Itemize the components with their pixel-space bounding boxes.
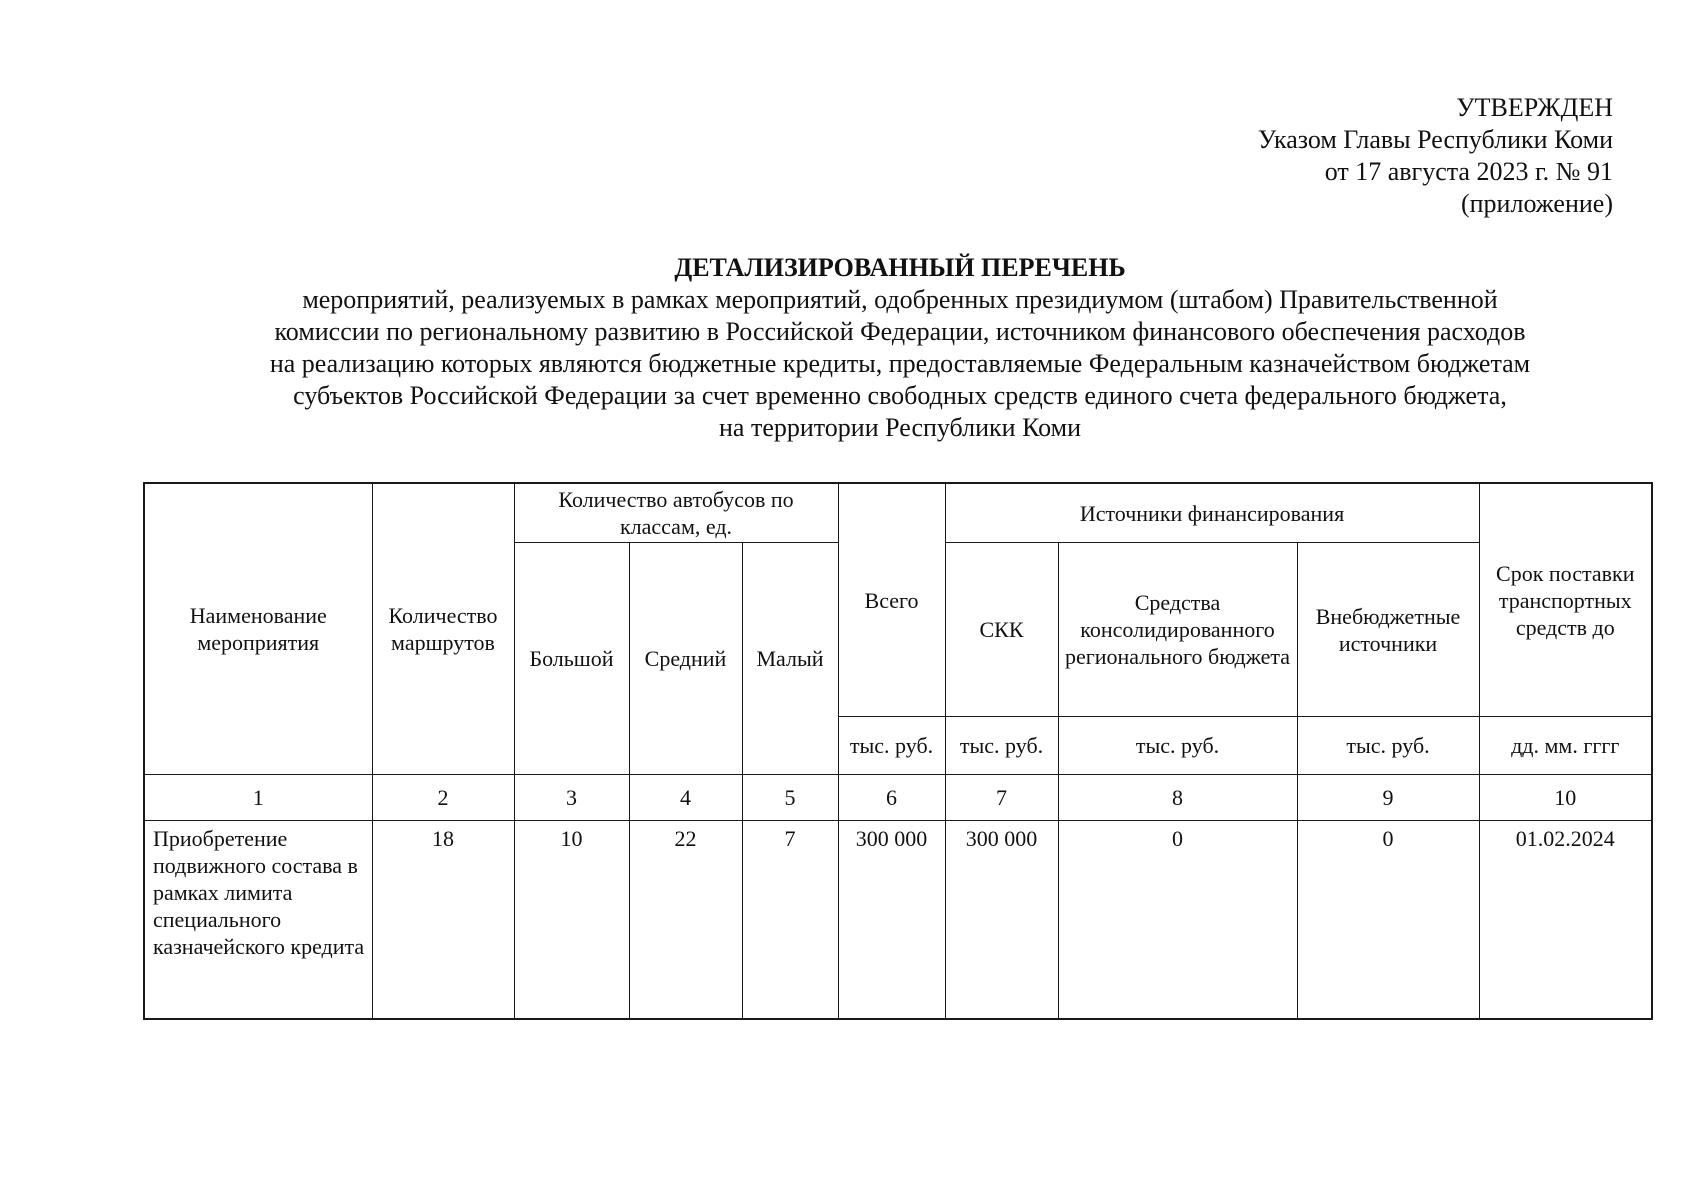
column-number: 5 [742, 775, 838, 821]
unit-total: тыс. руб. [838, 717, 945, 775]
header-medium: Средний [629, 543, 742, 775]
column-number: 4 [629, 775, 742, 821]
column-number: 9 [1297, 775, 1479, 821]
table-row [144, 821, 1652, 1019]
column-number: 7 [945, 775, 1058, 821]
unit-extrabudget: тыс. руб. [1297, 717, 1479, 775]
measures-table [143, 482, 1653, 1020]
document-subtitle-line-3: на реализацию которых являются бюджетные кредиты, предоставляемые Федеральным казначейством бюджетам [269, 349, 1531, 378]
header-buses-group: Количество автобусов по классам, ед. [514, 483, 838, 543]
header-extrabudget: Внебюджетные источники [1297, 543, 1479, 717]
header-large: Большой [514, 543, 629, 775]
unit-deadline: дд. мм. гггг [1479, 717, 1652, 775]
header-regional: Средства консолидированного регионального бюджета [1058, 543, 1297, 717]
document-title: ДЕТАЛИЗИРОВАННЫЙ ПЕРЕЧЕНЬ [674, 253, 1126, 282]
cell-skk: 300 000 [945, 821, 1058, 1019]
document-subtitle-line-5: на территории Республики Коми [719, 413, 1081, 442]
header-skk: СКК [945, 543, 1058, 717]
cell-name: Приобретение подвижного состава в рамках лимита специального казначейского кредита [144, 821, 372, 1019]
document-subtitle-line-2: комиссии по региональному развитию в Российской Федерации, источником финансового обеспечения расходов [274, 317, 1526, 346]
document-subtitle-line-1: мероприятий, реализуемых в рамках мероприятий, одобренных президиумом (штабом) Правительственной [302, 285, 1498, 314]
header-sources-group: Источники финансирования [945, 483, 1479, 543]
header-routes: Количество маршрутов [372, 483, 514, 775]
column-number: 3 [514, 775, 629, 821]
cell-extrabudget: 0 [1297, 821, 1479, 1019]
column-number: 10 [1479, 775, 1652, 821]
cell-large: 10 [514, 821, 629, 1019]
cell-routes: 18 [372, 821, 514, 1019]
cell-small: 7 [742, 821, 838, 1019]
cell-total: 300 000 [838, 821, 945, 1019]
document-subtitle-line-4: субъектов Российской Федерации за счет временно свободных средств единого счета федерального бюджета, [293, 381, 1507, 410]
approval-line-date: от 17 августа 2023 г. № 91 [1324, 157, 1613, 186]
header-small: Малый [742, 543, 838, 775]
column-number: 6 [838, 775, 945, 821]
column-number: 8 [1058, 775, 1297, 821]
column-number-row [144, 775, 1652, 821]
document-title-block [150, 252, 1650, 444]
approval-line-appendix: (приложение) [1460, 189, 1613, 218]
header-deadline: Срок поставки транспортных средств до [1479, 483, 1652, 717]
unit-regional: тыс. руб. [1058, 717, 1297, 775]
cell-regional: 0 [1058, 821, 1297, 1019]
header-name: Наименование мероприятия [144, 483, 372, 775]
approval-line-decree: Указом Главы Республики Коми [1257, 125, 1613, 154]
cell-medium: 22 [629, 821, 742, 1019]
column-number: 2 [372, 775, 514, 821]
header-total: Всего [838, 483, 945, 717]
approval-stamp [1258, 92, 1613, 220]
column-number: 1 [144, 775, 372, 821]
cell-deadline: 01.02.2024 [1479, 821, 1652, 1019]
unit-skk: тыс. руб. [945, 717, 1058, 775]
approval-line-approved: УТВЕРЖДЕН [1456, 93, 1613, 122]
